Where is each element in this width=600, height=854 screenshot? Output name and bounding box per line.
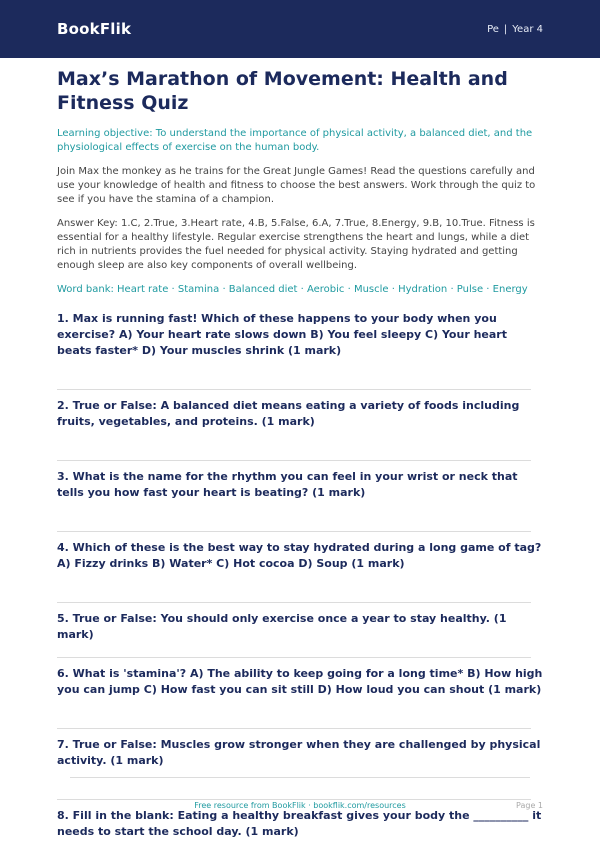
answer-key: Answer Key: 1.C, 2.True, 3.Heart rate, 4.B, 5.False, 6.A, 7.True, 8.Energy, 9.B, 10.True. Fitness is essential for a healthy lifestyle. Regular exercise strengthens the heart and lungs, while a diet rich in nutrients provides the fuel needed for physical activity. Staying hydrated and getting enough sleep are also key components of overall wellbeing.: [57, 218, 535, 271]
question-text: 8. Fill in the blank: Eating a healthy breakfast gives your body the __________ it needs to start the school day. (1 mark): [57, 809, 542, 838]
meta-separator: |: [503, 23, 508, 35]
header-meta: [487, 24, 543, 35]
header-bar: [0, 0, 600, 58]
footer-link[interactable]: Free resource from BookFlik · bookflik.com/resources: [194, 801, 406, 810]
question-item: [57, 311, 543, 389]
page-number: Page 1: [516, 801, 543, 810]
year-label: Year 4: [512, 23, 543, 35]
question-list: [57, 311, 543, 854]
footer-divider: [70, 777, 530, 778]
learning-objective: Learning objective: To understand the importance of physical activity, a balanced diet, and the physiological effects of exercise on the human body.: [57, 128, 533, 153]
question-text: 7. True or False: Muscles grow stronger when they are challenged by physical activity. (1 mark): [57, 738, 541, 767]
question-text: 1. Max is running fast! Which of these happens to your body when you exercise? A) Your heart rate slows down B) You feel sleepy C) Your heart beats faster* D) Your muscles shrink (1 mark): [57, 312, 507, 357]
question-text: 4. Which of these is the best way to stay hydrated during a long game of tag? A) Fizzy drinks B) Water* C) Hot cocoa D) Soup (1 mark): [57, 541, 542, 570]
question-text: 5. True or False: You should only exercise once a year to stay healthy. (1 mark): [57, 612, 507, 641]
subject-label: Pe: [487, 23, 499, 35]
question-text: 2. True or False: A balanced diet means eating a variety of foods including fruits, vegetables, and proteins. (1 mark): [57, 399, 520, 428]
brand-logo[interactable]: BookFlik: [57, 20, 132, 38]
page-title: Max’s Marathon of Movement: Health and Fitness Quiz: [57, 68, 508, 114]
question-item: [57, 729, 543, 799]
question-item: [57, 390, 543, 460]
question-item: [57, 532, 543, 602]
intro-text: Join Max the monkey as he trains for the Great Jungle Games! Read the questions carefully and use your knowledge of health and fitness to choose the best answers. Work through the quiz to see if you have the stamina of a champion.: [57, 166, 536, 205]
question-text: 3. What is the name for the rhythm you can feel in your wrist or neck that tells you how fast your heart is beating? (1 mark): [57, 470, 518, 499]
question-item: [57, 658, 543, 728]
worksheet-content: [0, 67, 600, 854]
question-text: 6. What is 'stamina'? A) The ability to keep going for a long time* B) How high you can jump C) How fast you can sit still D) How loud you can shout (1 mark): [57, 667, 543, 696]
word-bank: Word bank: Heart rate · Stamina · Balanced diet · Aerobic · Muscle · Hydration · Pulse · Energy: [57, 284, 528, 295]
question-item: [57, 603, 543, 657]
question-item: [57, 461, 543, 531]
